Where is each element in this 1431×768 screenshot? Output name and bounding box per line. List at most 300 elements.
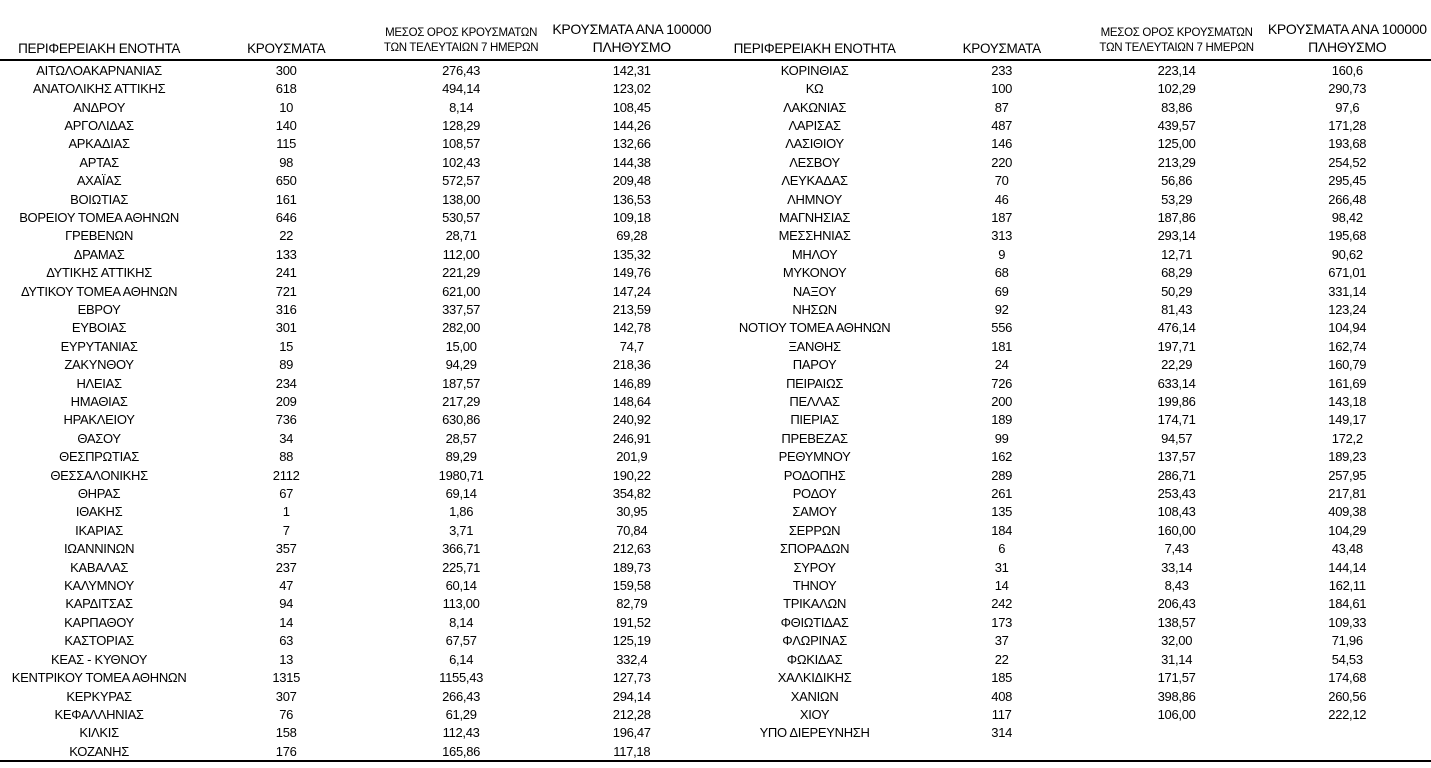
cases-cell: 209 — [275, 394, 297, 410]
cases-cell: 726 — [991, 375, 1013, 391]
per100k-cell: 222,12 — [1328, 706, 1367, 722]
region-cell: ΠΙΕΡΙΑΣ — [790, 412, 839, 428]
cases-cell: 646 — [275, 209, 297, 225]
per100k-cell: 162,74 — [1328, 338, 1367, 354]
cases-cell: 2112 — [272, 467, 300, 483]
region-cell: ΕΥΡΥΤΑΝΙΑΣ — [60, 338, 138, 354]
header-region-label: ΠΕΡΙΦΕΡΕΙΑΚΗ ΕΝΟΤΗΤΑ — [18, 41, 181, 56]
cases-cell: 22 — [994, 651, 1009, 667]
per100k-cell: 104,94 — [1328, 320, 1367, 336]
cases-cell: 185 — [991, 670, 1013, 686]
table-row — [0, 208, 716, 226]
per100k-cell: 108,45 — [612, 99, 651, 115]
cases-cell: 173 — [991, 614, 1013, 630]
region-cell: ΚΕΝΤΡΙΚΟΥ ΤΟΜΕΑ ΑΘΗΝΩΝ — [11, 670, 187, 686]
per100k-cell: 161,69 — [1328, 375, 1367, 391]
header-cases — [198, 0, 374, 59]
cases-cell: 22 — [279, 228, 294, 244]
per100k-cell: 147,24 — [612, 283, 651, 299]
avg7-cell: 337,57 — [442, 301, 481, 317]
cases-cell: 289 — [991, 467, 1013, 483]
cases-cell: 98 — [279, 154, 294, 170]
region-cell: ΜΥΚΟΝΟΥ — [782, 265, 847, 281]
avg7-cell: 621,00 — [442, 283, 481, 299]
region-cell: ΣΠΟΡΑΔΩΝ — [779, 541, 850, 557]
cases-cell: 14 — [279, 614, 294, 630]
per100k-cell: 127,73 — [612, 670, 651, 686]
avg7-cell: 286,71 — [1157, 467, 1196, 483]
cases-cell: 200 — [991, 394, 1013, 410]
table-row — [0, 558, 716, 576]
region-cell: ΒΟΙΩΤΙΑΣ — [70, 191, 129, 207]
header-region — [716, 0, 914, 59]
table-row — [0, 282, 716, 300]
region-cell: ΛΕΥΚΑΔΑΣ — [781, 173, 848, 189]
avg7-cell: 253,43 — [1157, 486, 1196, 502]
region-cell: ΥΠΟ ΔΙΕΡΕΥΝΗΣΗ — [759, 725, 870, 741]
per100k-cell: 30,95 — [616, 504, 648, 520]
region-cell: ΔΥΤΙΚΗΣ ΑΤΤΙΚΗΣ — [46, 265, 152, 281]
table-row — [716, 337, 1431, 355]
cases-cell: 9 — [998, 246, 1006, 262]
cases-cell: 100 — [991, 81, 1013, 97]
cases-cell: 37 — [994, 633, 1009, 649]
avg7-cell: 7,43 — [1164, 541, 1189, 557]
right-table-header — [716, 0, 1431, 61]
table-row — [0, 724, 716, 742]
per100k-cell: 123,24 — [1328, 301, 1367, 317]
region-cell: ΤΗΝΟΥ — [792, 578, 837, 594]
left-table-body — [0, 61, 716, 760]
cases-cell: 357 — [275, 541, 297, 557]
cases-cell: 34 — [279, 430, 294, 446]
table-row — [0, 392, 716, 410]
table-row — [716, 227, 1431, 245]
per100k-cell: 240,92 — [612, 412, 651, 428]
per100k-cell: 212,28 — [612, 706, 651, 722]
avg7-cell: 8,14 — [449, 614, 474, 630]
avg7-cell: 206,43 — [1157, 596, 1196, 612]
region-cell: ΚΑΣΤΟΡΙΑΣ — [64, 633, 134, 649]
region-cell: ΦΛΩΡΙΝΑΣ — [782, 633, 847, 649]
per100k-cell: 354,82 — [612, 486, 651, 502]
region-cell: ΛΑΚΩΝΙΑΣ — [783, 99, 847, 115]
per100k-cell: 174,68 — [1328, 670, 1367, 686]
table-row — [716, 98, 1431, 116]
per100k-cell: 257,95 — [1328, 467, 1367, 483]
table-row — [0, 227, 716, 245]
avg7-cell: 102,29 — [1157, 81, 1196, 97]
region-cell: ΧΙΟΥ — [799, 706, 830, 722]
per100k-cell: 123,02 — [612, 81, 651, 97]
avg7-cell: 572,57 — [442, 173, 481, 189]
per100k-cell: 260,56 — [1328, 688, 1367, 704]
cases-cell: 99 — [994, 430, 1009, 446]
table-row — [0, 319, 716, 337]
table-row — [0, 429, 716, 447]
cases-cell: 300 — [275, 62, 297, 78]
table-row — [716, 503, 1431, 521]
cases-cell: 140 — [275, 117, 297, 133]
cases-cell: 189 — [991, 412, 1013, 428]
table-row — [716, 558, 1431, 576]
per100k-cell: 193,68 — [1328, 136, 1367, 152]
table-row — [716, 668, 1431, 686]
avg7-cell: 94,29 — [445, 357, 477, 373]
region-cell: ΔΥΤΙΚΟΥ ΤΟΜΕΑ ΑΘΗΝΩΝ — [20, 283, 178, 299]
cases-cell: 10 — [279, 99, 294, 115]
cases-cell: 13 — [279, 651, 294, 667]
avg7-cell: 61,29 — [445, 706, 477, 722]
region-cell: ΚΕΦΑΛΛΗΝΙΑΣ — [54, 706, 144, 722]
avg7-cell: 69,14 — [445, 486, 477, 502]
table-row — [716, 484, 1431, 502]
right-table-body — [716, 61, 1431, 742]
per100k-cell: 246,91 — [612, 430, 651, 446]
cases-cell: 184 — [991, 522, 1013, 538]
cases-cell: 237 — [275, 559, 297, 575]
per100k-cell: 142,78 — [612, 320, 651, 336]
table-row — [0, 576, 716, 594]
header-7day-average-line2: ΤΩΝ ΤΕΛΕΥΤΑΙΩΝ 7 ΗΜΕΡΩΝ — [1099, 42, 1254, 55]
table-row — [0, 705, 716, 723]
avg7-cell: 217,29 — [442, 394, 481, 410]
per100k-cell: 189,73 — [612, 559, 651, 575]
avg7-cell: 94,57 — [1161, 430, 1193, 446]
cases-cell: 67 — [279, 486, 294, 502]
cases-cell: 162 — [991, 449, 1013, 465]
header-region-label: ΠΕΡΙΦΕΡΕΙΑΚΗ ΕΝΟΤΗΤΑ — [733, 41, 896, 56]
avg7-cell: 108,43 — [1157, 504, 1196, 520]
avg7-cell: 33,14 — [1161, 559, 1193, 575]
per100k-cell: 125,19 — [612, 633, 651, 649]
table-row — [0, 540, 716, 558]
cases-cell: 76 — [279, 706, 294, 722]
cases-cell: 650 — [275, 173, 297, 189]
cases-cell: 117 — [991, 706, 1012, 722]
avg7-cell: 28,71 — [445, 228, 477, 244]
region-cell: ΡΟΔΟΥ — [792, 486, 837, 502]
cases-cell: 46 — [994, 191, 1009, 207]
per100k-cell: 144,14 — [1328, 559, 1367, 575]
table-row — [0, 374, 716, 392]
table-row — [716, 61, 1431, 79]
avg7-cell: 266,43 — [442, 688, 481, 704]
cases-cell: 187 — [991, 209, 1013, 225]
avg7-cell: 32,00 — [1161, 633, 1193, 649]
per100k-cell: 266,48 — [1328, 191, 1367, 207]
avg7-cell: 213,29 — [1157, 154, 1196, 170]
header-per-100k-line1: ΚΡΟΥΣΜΑΤΑ ΑΝΑ 100000 — [552, 21, 712, 37]
region-cell: ΝΗΣΩΝ — [792, 301, 837, 317]
table-row — [716, 356, 1431, 374]
table-row — [0, 613, 716, 631]
per100k-cell: 70,84 — [616, 522, 648, 538]
region-cell: ΘΕΣΠΡΩΤΙΑΣ — [59, 449, 140, 465]
cases-cell: 15 — [279, 338, 294, 354]
cases-cell: 70 — [994, 173, 1009, 189]
cases-cell: 176 — [275, 743, 297, 759]
table-row — [0, 300, 716, 318]
table-row — [716, 282, 1431, 300]
table-row — [0, 356, 716, 374]
per100k-cell: 148,64 — [612, 394, 651, 410]
per100k-cell: 212,63 — [612, 541, 651, 557]
per100k-cell: 295,45 — [1328, 173, 1367, 189]
cases-cell: 133 — [275, 246, 297, 262]
per100k-cell: 149,76 — [612, 265, 651, 281]
per100k-cell: 331,14 — [1328, 283, 1367, 299]
per100k-cell: 43,48 — [1331, 541, 1363, 557]
right-table-panel — [716, 0, 1431, 760]
cases-cell: 69 — [994, 283, 1009, 299]
avg7-cell: 89,29 — [445, 449, 477, 465]
per100k-cell: 109,18 — [612, 209, 651, 225]
per100k-cell: 144,26 — [612, 117, 651, 133]
per100k-cell: 209,48 — [612, 173, 651, 189]
region-cell: ΠΑΡΟΥ — [792, 357, 837, 373]
per100k-cell: 290,73 — [1328, 81, 1367, 97]
cases-cell: 618 — [275, 81, 297, 97]
per100k-cell: 195,68 — [1328, 228, 1367, 244]
table-row — [0, 98, 716, 116]
avg7-cell: 128,29 — [442, 117, 481, 133]
region-cell: ΧΑΛΚΙΔΙΚΗΣ — [777, 670, 852, 686]
header-per-100k-line2: ΠΛΗΘΥΣΜΟ — [592, 38, 671, 55]
cases-cell: 88 — [279, 449, 294, 465]
table-row — [716, 245, 1431, 263]
avg7-cell: 50,29 — [1161, 283, 1193, 299]
cases-cell: 233 — [991, 62, 1013, 78]
region-cell: ΡΕΘΥΜΝΟΥ — [778, 449, 851, 465]
avg7-cell: 160,00 — [1157, 522, 1196, 538]
avg7-cell: 68,29 — [1161, 265, 1193, 281]
table-row — [0, 466, 716, 484]
per100k-cell: 98,42 — [1331, 209, 1363, 225]
region-cell: ΑΧΑΪΑΣ — [76, 173, 122, 189]
region-cell: ΗΡΑΚΛΕΙΟΥ — [63, 412, 135, 428]
region-cell: ΚΑΒΑΛΑΣ — [70, 559, 129, 575]
region-cell: ΗΛΕΙΑΣ — [76, 375, 122, 391]
table-row — [716, 153, 1431, 171]
region-cell: ΚΟΡΙΝΘΙΑΣ — [780, 62, 849, 78]
table-row — [716, 263, 1431, 281]
avg7-cell: 8,14 — [449, 99, 474, 115]
header-cases-label: ΚΡΟΥΣΜΑΤΑ — [247, 41, 326, 56]
header-7day-average-line1: ΜΕΣΟΣ ΟΡΟΣ ΚΡΟΥΣΜΑΤΩΝ — [385, 27, 538, 40]
table-row — [716, 116, 1431, 134]
cases-cell: 6 — [998, 541, 1006, 557]
region-cell: ΠΡΕΒΕΖΑΣ — [781, 430, 848, 446]
table-row — [0, 503, 716, 521]
per100k-cell: 117,18 — [613, 743, 651, 759]
cases-cell: 63 — [279, 633, 294, 649]
header-per-100k — [1264, 0, 1431, 59]
region-cell: ΛΕΣΒΟΥ — [789, 154, 840, 170]
per100k-cell: 82,79 — [616, 596, 648, 612]
table-row — [0, 135, 716, 153]
region-cell: ΖΑΚΥΝΘΟΥ — [64, 357, 134, 373]
cases-cell: 115 — [276, 136, 297, 152]
cases-cell: 161 — [275, 191, 297, 207]
cases-cell: 1315 — [272, 670, 301, 686]
region-cell: ΚΑΡΠΑΘΟΥ — [64, 614, 135, 630]
region-cell: ΤΡΙΚΑΛΩΝ — [783, 596, 847, 612]
region-cell: ΛΑΡΙΣΑΣ — [788, 117, 841, 133]
per100k-cell: 409,38 — [1328, 504, 1367, 520]
cases-cell: 314 — [991, 725, 1013, 741]
region-cell: ΛΗΜΝΟΥ — [787, 191, 843, 207]
region-cell: ΣΕΡΡΩΝ — [788, 522, 841, 538]
header-per-100k — [548, 0, 715, 59]
avg7-cell: 494,14 — [442, 81, 481, 97]
region-cell: ΜΑΓΝΗΣΙΑΣ — [779, 209, 851, 225]
table-row — [0, 632, 716, 650]
table-row — [716, 79, 1431, 97]
per100k-cell: 74,7 — [619, 338, 644, 354]
per100k-cell: 146,89 — [612, 375, 651, 391]
table-row — [0, 245, 716, 263]
table-row — [716, 613, 1431, 631]
per100k-cell: 135,32 — [612, 246, 651, 262]
region-cell: ΕΥΒΟΙΑΣ — [71, 320, 127, 336]
avg7-cell: 112,43 — [442, 725, 480, 741]
per100k-cell: 54,53 — [1331, 651, 1363, 667]
avg7-cell: 6,14 — [449, 651, 474, 667]
table-row — [716, 650, 1431, 668]
region-cell: ΑΝΔΡΟΥ — [73, 99, 126, 115]
avg7-cell: 171,57 — [1157, 670, 1196, 686]
avg7-cell: 102,43 — [442, 154, 481, 170]
region-cell: ΚΕΑΣ - ΚΥΘΝΟΥ — [51, 651, 148, 667]
avg7-cell: 15,00 — [445, 338, 477, 354]
region-cell: ΧΑΝΙΩΝ — [790, 688, 839, 704]
per100k-cell: 109,33 — [1328, 614, 1367, 630]
region-cell: ΡΟΔΟΠΗΣ — [783, 467, 846, 483]
cases-cell: 220 — [991, 154, 1013, 170]
table-row — [716, 687, 1431, 705]
cases-cell: 242 — [991, 596, 1013, 612]
avg7-cell: 12,71 — [1161, 246, 1193, 262]
region-cell: ΓΡΕΒΕΝΩΝ — [65, 228, 134, 244]
per100k-cell: 160,6 — [1331, 62, 1363, 78]
avg7-cell: 633,14 — [1157, 375, 1196, 391]
per100k-cell: 144,38 — [612, 154, 651, 170]
avg7-cell: 282,00 — [442, 320, 481, 336]
per100k-cell: 196,47 — [612, 725, 651, 741]
per100k-cell: 184,61 — [1328, 596, 1367, 612]
per100k-cell: 104,29 — [1328, 522, 1367, 538]
region-cell: ΜΕΣΣΗΝΙΑΣ — [778, 228, 851, 244]
table-row — [0, 61, 716, 79]
table-row — [716, 576, 1431, 594]
per100k-cell: 132,66 — [612, 136, 651, 152]
table-row — [716, 135, 1431, 153]
avg7-cell: 28,57 — [445, 430, 477, 446]
avg7-cell: 3,71 — [449, 522, 474, 538]
cases-cell: 241 — [275, 265, 297, 281]
table-row — [716, 190, 1431, 208]
per100k-cell: 172,2 — [1331, 430, 1363, 446]
cases-cell: 87 — [994, 99, 1009, 115]
table-row — [0, 448, 716, 466]
table-row — [0, 484, 716, 502]
table-row — [0, 337, 716, 355]
region-cell: ΘΗΡΑΣ — [77, 486, 121, 502]
region-cell: ΛΑΣΙΘΙΟΥ — [785, 136, 844, 152]
header-7day-average — [1090, 0, 1264, 59]
region-cell: ΚΙΛΚΙΣ — [79, 725, 119, 741]
avg7-cell: 174,71 — [1157, 412, 1196, 428]
per100k-cell: 201,9 — [616, 449, 648, 465]
per100k-cell: 171,28 — [1328, 117, 1367, 133]
table-row — [0, 668, 716, 686]
avg7-cell: 67,57 — [445, 633, 477, 649]
cases-cell: 556 — [991, 320, 1013, 336]
region-cell: ΒΟΡΕΙΟΥ ΤΟΜΕΑ ΑΘΗΝΩΝ — [19, 209, 179, 225]
region-cell: ΦΘΙΩΤΙΔΑΣ — [780, 614, 849, 630]
cases-cell: 68 — [994, 265, 1009, 281]
table-row — [0, 595, 716, 613]
avg7-cell: 53,29 — [1161, 191, 1193, 207]
table-row — [716, 540, 1431, 558]
table-row — [716, 521, 1431, 539]
region-cell: ΑΡΚΑΔΙΑΣ — [68, 136, 130, 152]
cases-cell: 24 — [994, 357, 1009, 373]
per100k-cell: 159,58 — [612, 578, 651, 594]
cases-cell: 307 — [275, 688, 297, 704]
avg7-cell: 108,57 — [442, 136, 481, 152]
per100k-cell: 143,18 — [1328, 394, 1367, 410]
avg7-cell: 81,43 — [1161, 301, 1193, 317]
per100k-cell: 160,79 — [1328, 357, 1367, 373]
per100k-cell: 189,23 — [1328, 449, 1367, 465]
per100k-cell: 190,22 — [612, 467, 651, 483]
per100k-cell: 97,6 — [1335, 99, 1360, 115]
avg7-cell: 1,86 — [449, 504, 474, 520]
cases-cell: 1 — [282, 504, 290, 520]
cases-cell: 301 — [275, 320, 297, 336]
table-row — [716, 595, 1431, 613]
header-cases-label: ΚΡΟΥΣΜΑΤΑ — [962, 41, 1041, 56]
table-row — [716, 171, 1431, 189]
avg7-cell: 439,57 — [1157, 117, 1196, 133]
avg7-cell: 197,71 — [1157, 338, 1196, 354]
left-table-header — [0, 0, 716, 61]
avg7-cell: 60,14 — [445, 578, 477, 594]
region-cell: ΣΥΡΟΥ — [793, 559, 836, 575]
region-cell: ΣΑΜΟΥ — [792, 504, 837, 520]
avg7-cell: 138,57 — [1157, 614, 1196, 630]
avg7-cell: 106,00 — [1157, 706, 1196, 722]
table-row — [0, 742, 716, 760]
region-cell: ΜΗΛΟΥ — [791, 246, 838, 262]
avg7-cell: 530,57 — [442, 209, 481, 225]
avg7-cell: 187,57 — [442, 375, 481, 391]
avg7-cell: 1155,43 — [439, 670, 484, 686]
per100k-cell: 69,28 — [616, 228, 648, 244]
cases-cell: 316 — [275, 301, 297, 317]
header-7day-average-line2: ΤΩΝ ΤΕΛΕΥΤΑΙΩΝ 7 ΗΜΕΡΩΝ — [383, 42, 539, 55]
avg7-cell: 113,00 — [442, 596, 480, 612]
region-cell: ΚΩ — [805, 81, 824, 97]
region-cell: ΘΑΣΟΥ — [77, 430, 121, 446]
table-row — [0, 521, 716, 539]
region-cell: ΙΘΑΚΗΣ — [75, 504, 123, 520]
avg7-cell: 8,43 — [1164, 578, 1189, 594]
avg7-cell: 31,14 — [1161, 651, 1193, 667]
region-cell: ΑΡΓΟΛΙΔΑΣ — [64, 117, 134, 133]
